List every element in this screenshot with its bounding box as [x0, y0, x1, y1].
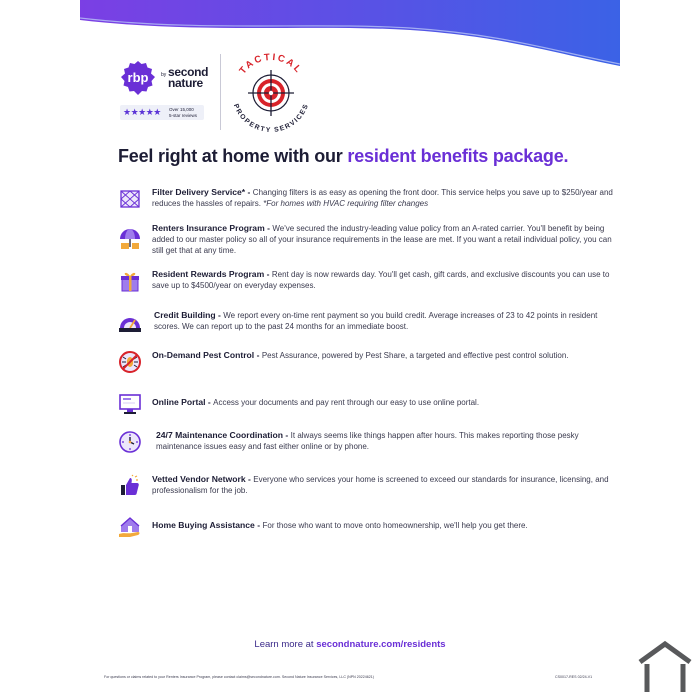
benefit-pest-control	[118, 350, 618, 374]
page-title-accent: resident benefits package.	[347, 146, 569, 166]
clock-icon	[118, 430, 142, 454]
benefit-title: Vetted Vendor Network -	[152, 474, 254, 484]
benefit-credit-building	[118, 310, 618, 334]
benefit-body: It always seems like things happen after hours. This makes reporting those pesky maintenance issues easy and fast either online or by phone.	[156, 431, 579, 451]
benefit-body: Changing filters is as easy as opening the front door. This service helps you save up to $250/year and reduces the hassles of repairs.	[152, 188, 613, 208]
review-label: 5-star reviews	[169, 112, 198, 118]
benefit-note: *For homes with HVAC requiring filter changes	[263, 199, 429, 208]
logo-row	[118, 51, 338, 135]
tactical-logo	[226, 48, 316, 138]
benefit-title: Home Buying Assistance -	[152, 520, 263, 530]
review-badge	[120, 105, 204, 120]
tactical-top-text: TACTICAL	[237, 51, 305, 77]
review-count: Over 15,000	[169, 107, 194, 112]
benefit-title: Credit Building -	[154, 310, 224, 320]
no-pest-icon	[118, 350, 142, 374]
benefit-title: Resident Rewards Program -	[152, 269, 272, 279]
benefit-body: Everyone who services your home is screened to exceed our standards for insurance, licensing, and professionalism for the job.	[152, 475, 609, 495]
house-outline-icon	[637, 640, 693, 694]
partner-name: second nature	[168, 65, 209, 90]
benefit-maintenance	[118, 430, 618, 454]
rbp-logo-text: rbp	[127, 70, 149, 85]
gift-icon	[118, 269, 142, 293]
footer-disclaimer: For questions or claims related to your Renters Insurance Program, please contact claims@secondnature.com. Second Nature Insurance Services, LLC (NPN 20224621)	[104, 675, 374, 679]
benefit-filter-delivery	[118, 187, 618, 211]
benefit-body: Access your documents and pay rent through our easy to use online portal.	[213, 398, 480, 407]
benefit-title: Filter Delivery Service* -	[152, 187, 253, 197]
tactical-bottom-text: PROPERTY SERVICES	[231, 103, 311, 135]
flyer-page	[80, 0, 620, 700]
monitor-icon	[118, 392, 142, 416]
benefit-title: Online Portal -	[152, 397, 214, 407]
benefit-vendor-network	[118, 474, 618, 498]
benefit-resident-rewards	[118, 269, 618, 293]
benefit-body: For those who want to move onto homeownership, we'll help you get there.	[262, 521, 528, 530]
page-title: Feel right at home with our resident benefits package.	[118, 146, 569, 166]
benefit-body: Rent day is now rewards day. You'll get cash, gift cards, and exclusive discounts you can use to save up to $4500/year on everyday expenses.	[152, 270, 610, 290]
benefit-body: We report every on-time rent payment so you build credit. Average increases of 23 to 42 points in resident scores. We can report up to the past 24 months for an immediate boost.	[154, 311, 598, 331]
benefit-renters-insurance	[118, 223, 618, 257]
filter-icon	[118, 187, 142, 211]
rbp-by-text: by	[161, 72, 167, 78]
umbrella-icon	[118, 227, 142, 251]
logo-divider	[220, 54, 221, 130]
document-code: CS0017-RES 02/24-V1	[555, 675, 593, 679]
benefit-title: On-Demand Pest Control -	[152, 350, 262, 360]
benefit-online-portal	[118, 392, 618, 416]
benefit-title: Renters Insurance Program -	[152, 223, 273, 233]
thumbs-up-icon	[118, 474, 142, 498]
benefit-home-buying	[118, 515, 618, 539]
learn-more: Learn more at secondnature.com/residents	[254, 639, 446, 650]
credit-meter-icon	[118, 310, 142, 334]
benefit-title: 24/7 Maintenance Coordination -	[156, 430, 291, 440]
house-hand-icon	[118, 515, 142, 539]
benefit-body: Pest Assurance, powered by Pest Share, a targeted and effective pest control solution.	[261, 351, 569, 360]
benefit-body: We've secured the industry-leading value policy from an A-rated carrier. You'll benefit by being added to our master policy so all of your insurance requirements in the lease are met. If you want a retail individual policy, you can still get that at any time.	[152, 224, 612, 255]
learn-more-link[interactable]: secondnature.com/residents	[316, 639, 446, 650]
star-rating-icon: ★★★★★	[123, 107, 161, 117]
